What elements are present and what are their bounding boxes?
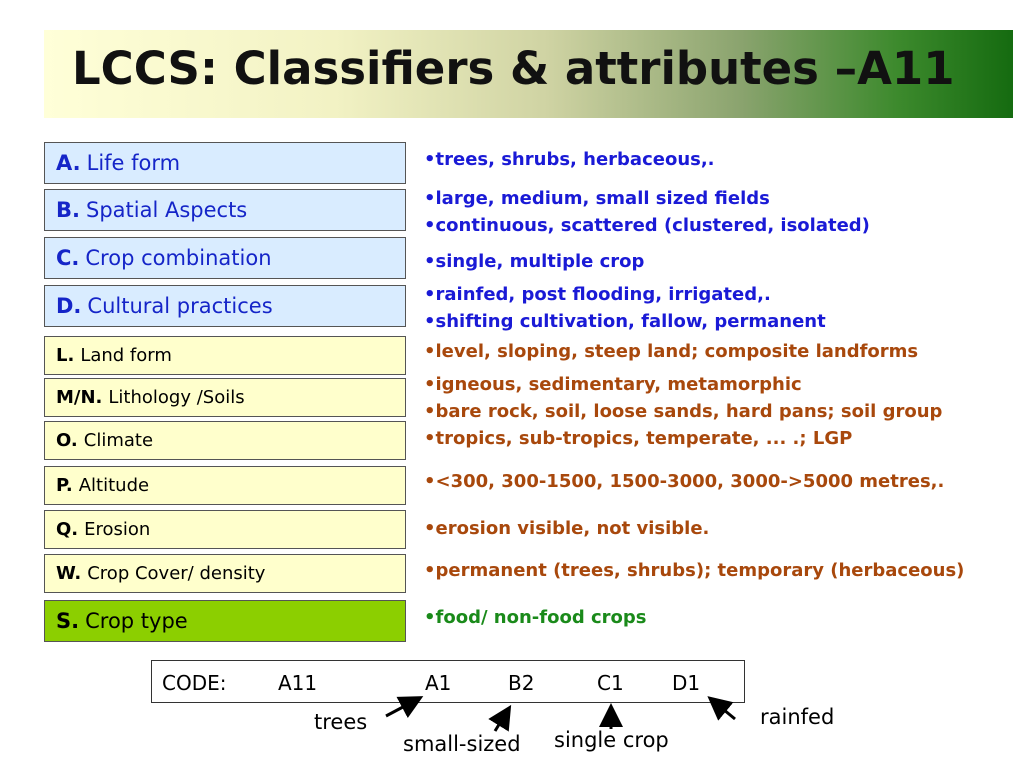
attribute-text: •level, sloping, steep land; composite landforms [424, 341, 919, 362]
classifier-letter: C. [56, 246, 80, 270]
code-part-d1: D1 [672, 671, 701, 695]
code-part-a1: A1 [425, 671, 452, 695]
classifier-letter: W. [56, 563, 82, 584]
annotation-single-crop: single crop [554, 728, 669, 752]
code-part-b2: B2 [508, 671, 535, 695]
classifier-letter: L. [56, 345, 75, 366]
classifier-label: Life form [86, 151, 181, 175]
attribute-text: •bare rock, soil, loose sands, hard pans; soil group [424, 401, 943, 422]
classifier-letter: P. [56, 475, 73, 496]
attribute-text: •igneous, sedimentary, metamorphic [424, 374, 802, 395]
code-label: CODE: [162, 671, 227, 695]
attribute-text: •<300, 300-1500, 1500-3000, 3000->5000 metres,. [424, 471, 945, 492]
classifier-label: Lithology /Soils [108, 387, 245, 408]
classifier-letter: B. [56, 198, 80, 222]
classifier-label: Altitude [78, 475, 150, 496]
attribute-text: •trees, shrubs, herbaceous,. [424, 149, 715, 170]
attribute-text: •shifting cultivation, fallow, permanent [424, 311, 826, 332]
classifier-letter: M/N. [56, 387, 103, 408]
classifier-letter: S. [56, 609, 80, 633]
classifier-label: Erosion [84, 519, 151, 540]
arrow-rainfed [712, 700, 735, 719]
code-part-c1: C1 [597, 671, 624, 695]
classifier-letter: D. [56, 294, 82, 318]
classifier-label: Crop type [85, 609, 188, 633]
classifier-label: Crop Cover/ density [87, 563, 266, 584]
classifier-label: Spatial Aspects [85, 198, 248, 222]
attribute-text: •rainfed, post flooding, irrigated,. [424, 284, 771, 305]
classifier-label: Cultural practices [87, 294, 273, 318]
classifier-label: Land form [80, 345, 172, 366]
classifier-label: Crop combination [85, 246, 272, 270]
classifier-label: Climate [83, 430, 154, 451]
attribute-text: •permanent (trees, shrubs); temporary (herbaceous) [424, 560, 965, 581]
annotation-rainfed: rainfed [760, 705, 835, 729]
annotation-small-sized: small-sized [403, 732, 521, 756]
attribute-text: •single, multiple crop [424, 251, 645, 272]
classifier-letter: O. [56, 430, 78, 451]
attribute-text: •erosion visible, not visible. [424, 518, 710, 539]
attribute-text: •tropics, sub-tropics, temperate, ... .; LGP [424, 428, 853, 449]
classifier-letter: Q. [56, 519, 79, 540]
code-main: A11 [278, 671, 318, 695]
attribute-text: •food/ non-food crops [424, 607, 647, 628]
arrow-trees [386, 699, 418, 716]
classifier-letter: A. [56, 151, 81, 175]
attribute-text: •large, medium, small sized fields [424, 188, 770, 209]
annotation-trees: trees [314, 710, 368, 734]
arrow-small-sized [495, 710, 508, 731]
slide-title: LCCS: Classifiers & attributes –A11 [72, 42, 955, 95]
attribute-text: •continuous, scattered (clustered, isolated) [424, 215, 870, 236]
